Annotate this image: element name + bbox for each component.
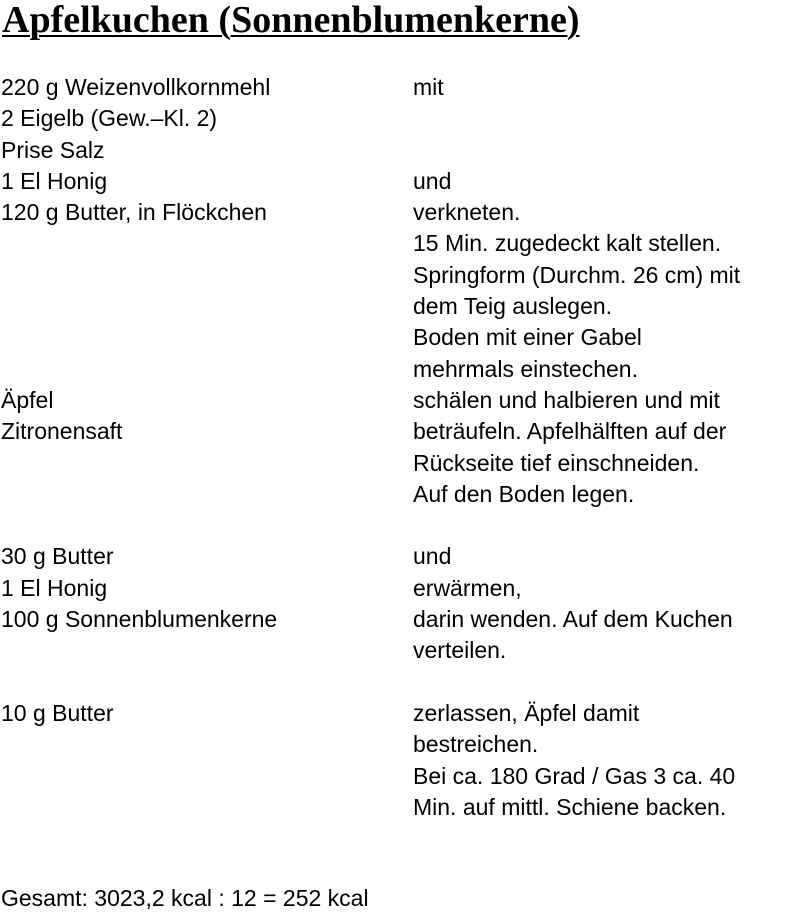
recipe-row: [0, 573, 796, 604]
instruction-text: mehrmals einstechen.: [413, 355, 638, 382]
instruction-text: Rückseite tief einschneiden.: [413, 449, 700, 476]
recipe-row: [0, 761, 796, 792]
recipe-row: [0, 479, 796, 510]
calorie-summary: Gesamt: 3023,2 kcal : 12 = 252 kcal: [1, 885, 369, 911]
ingredient-text: [0, 479, 413, 510]
ingredient-text: [0, 761, 413, 792]
instruction-text: [413, 103, 796, 134]
recipe-row: [0, 667, 796, 698]
ingredient-text: [0, 322, 413, 353]
ingredient-text: 120 g Butter, in Flöckchen: [1, 199, 267, 226]
instruction-text: Boden mit einer Gabel: [413, 324, 642, 351]
recipe-row: [0, 698, 796, 729]
instruction-text: Auf den Boden legen.: [413, 480, 635, 507]
ingredient-text: [0, 792, 413, 823]
instruction-text: erwärmen,: [413, 574, 522, 601]
ingredient-text: [0, 354, 413, 385]
recipe-row: [0, 729, 796, 760]
ingredient-text: [0, 667, 413, 698]
instruction-text: und: [413, 543, 452, 570]
recipe-table: [0, 72, 796, 823]
recipe-row: [0, 135, 796, 166]
ingredient-text: 10 g Butter: [1, 699, 114, 726]
recipe-row: [0, 72, 796, 103]
instruction-text: und: [413, 167, 452, 194]
ingredient-text: [0, 228, 413, 259]
instruction-text: bestreichen.: [413, 731, 539, 758]
ingredient-text: Prise Salz: [1, 136, 105, 163]
instruction-text: [413, 135, 796, 166]
recipe-row: [0, 541, 796, 572]
ingredient-text: [0, 635, 413, 666]
instruction-text: Min. auf mittl. Schiene backen.: [413, 793, 727, 820]
ingredient-text: 30 g Butter: [1, 543, 114, 570]
recipe-row: [0, 260, 796, 291]
recipe-row: [0, 291, 796, 322]
recipe-row: [0, 416, 796, 447]
ingredient-text: 220 g Weizenvollkornmehl: [1, 74, 271, 100]
ingredient-text: Zitronensaft: [1, 418, 123, 445]
ingredient-text: 1 El Honig: [1, 574, 108, 601]
recipe-row: [0, 510, 796, 541]
instruction-text: zerlassen, Äpfel damit: [413, 699, 640, 726]
recipe-row: [0, 322, 796, 353]
ingredient-text: [0, 260, 413, 291]
ingredient-text: 2 Eigelb (Gew.–Kl. 2): [1, 105, 218, 132]
recipe-row: [0, 166, 796, 197]
instruction-text: 15 Min. zugedeckt kalt stellen.: [413, 230, 722, 257]
instruction-text: beträufeln. Apfelhälften auf der: [413, 418, 727, 445]
ingredient-text: [0, 448, 413, 479]
recipe-row: [0, 635, 796, 666]
recipe-row: [0, 103, 796, 134]
instruction-text: Springform (Durchm. 26 cm) mit: [413, 261, 741, 288]
recipe-row: [0, 197, 796, 228]
instruction-text: darin wenden. Auf dem Kuchen: [413, 606, 733, 633]
ingredient-text: 1 El Honig: [1, 167, 108, 194]
instruction-text: dem Teig auslegen.: [413, 293, 613, 320]
instruction-text: [413, 667, 796, 698]
instruction-text: mit: [413, 74, 444, 100]
ingredient-text: [0, 729, 413, 760]
recipe-row: [0, 792, 796, 823]
instruction-text: verteilen.: [413, 637, 507, 664]
ingredient-text: 100 g Sonnenblumenkerne: [1, 606, 278, 633]
ingredient-text: [0, 291, 413, 322]
recipe-row: [0, 354, 796, 385]
instruction-text: schälen und halbieren und mit: [413, 386, 720, 413]
recipe-row: [0, 385, 796, 416]
instruction-text: Bei ca. 180 Grad / Gas 3 ca. 40: [413, 762, 736, 789]
recipe-row: [0, 604, 796, 635]
instruction-text: verkneten.: [413, 199, 521, 226]
ingredient-text: [0, 510, 413, 541]
recipe-title: Apfelkuchen (Sonnenblumenkerne): [2, 0, 580, 41]
recipe-row: [0, 448, 796, 479]
recipe-row: [0, 228, 796, 259]
ingredient-text: Äpfel: [1, 386, 54, 413]
instruction-text: [413, 510, 796, 541]
